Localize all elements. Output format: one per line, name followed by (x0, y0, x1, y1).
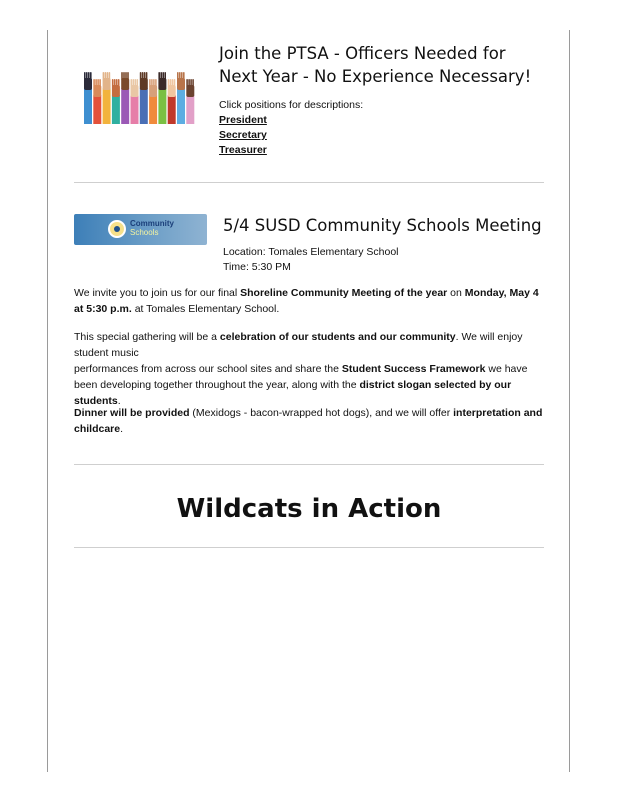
banner-label-bottom: Schools (130, 228, 159, 237)
position-link-treasurer[interactable]: Treasurer (219, 144, 267, 156)
sleeve (158, 88, 166, 124)
banner-label-top: Community (130, 219, 174, 228)
finger (116, 79, 118, 87)
finger (137, 79, 139, 87)
finger (174, 79, 176, 87)
finger (149, 79, 151, 87)
finger (133, 79, 135, 87)
finger (121, 72, 123, 80)
finger (168, 79, 170, 87)
finger (142, 72, 144, 80)
meeting-location: Location: Tomales Elementary School (223, 246, 399, 258)
sleeve (131, 95, 139, 124)
finger (112, 79, 114, 87)
finger (123, 72, 125, 80)
page-border-left (47, 30, 48, 772)
finger (188, 79, 190, 87)
raised-hands-illustration (80, 66, 197, 124)
finger (93, 79, 95, 87)
finger (155, 79, 157, 87)
ptsa-section (219, 42, 539, 158)
finger (158, 72, 160, 80)
community-schools-logo-icon (108, 220, 126, 238)
sleeve (93, 95, 101, 124)
finger (170, 79, 172, 87)
divider (74, 182, 544, 183)
meeting-paragraph-celebration-1: This special gathering will be a celebration of our students and our community. We will enjoy student music (74, 331, 523, 359)
meeting-paragraph-invite: We invite you to join us for our final Shoreline Community Meeting of the year on Monday, May 4 at 5:30 p.m. at Tomales Elementary School. (74, 287, 539, 315)
sleeve (84, 88, 92, 124)
finger (131, 79, 133, 87)
page-border-right (569, 30, 570, 772)
finger (164, 72, 166, 80)
sleeve (186, 95, 194, 124)
meeting-title: 5/4 SUSD Community Schools Meeting (223, 216, 542, 235)
finger (127, 72, 129, 80)
sleeve (177, 88, 185, 124)
meeting-header (223, 214, 543, 275)
finger (160, 72, 162, 80)
sleeve (140, 88, 148, 124)
finger (135, 79, 137, 87)
finger (97, 79, 99, 87)
position-link-secretary[interactable]: Secretary (219, 129, 267, 141)
sleeve (112, 95, 120, 124)
banner-label (130, 219, 174, 237)
finger (162, 72, 164, 80)
finger (114, 79, 116, 87)
finger (88, 72, 90, 80)
finger (107, 72, 109, 80)
finger (192, 79, 194, 87)
meeting-paragraph-dinner: Dinner will be provided (Mexidogs - bacon-wrapped hot dogs), and we will offer interpretation and childcare. (74, 407, 543, 435)
community-schools-banner (74, 214, 207, 245)
finger (118, 79, 120, 87)
finger (190, 79, 192, 87)
finger (179, 72, 181, 80)
divider (74, 464, 544, 465)
meeting-time: Time: 5:30 PM (223, 261, 291, 273)
finger (172, 79, 174, 87)
finger (84, 72, 86, 80)
sleeve (121, 88, 129, 124)
wildcats-title: Wildcats in Action (176, 494, 442, 524)
finger (103, 72, 105, 80)
finger (86, 72, 88, 80)
position-link-president[interactable]: President (219, 114, 267, 126)
finger (183, 72, 185, 80)
finger (99, 79, 101, 87)
finger (125, 72, 127, 80)
finger (140, 72, 142, 80)
finger (90, 72, 92, 80)
ptsa-title: Join the PTSA - Officers Needed for Next Year - No Experience Necessary! (219, 44, 532, 86)
finger (186, 79, 188, 87)
finger (144, 72, 146, 80)
finger (153, 79, 155, 87)
finger (105, 72, 107, 80)
finger (95, 79, 97, 87)
ptsa-instructions: Click positions for descriptions: (219, 99, 364, 111)
finger (151, 79, 153, 87)
finger (181, 72, 183, 80)
sleeve (103, 88, 111, 124)
finger (146, 72, 148, 80)
finger (177, 72, 179, 80)
sleeve (168, 95, 176, 124)
meeting-paragraph-celebration-2: performances from across our school sites and share the Student Success Framework we have been developing together throughout the year, along with the district slogan selected by our students. (74, 363, 528, 407)
finger (109, 72, 111, 80)
divider (74, 547, 544, 548)
sleeve (149, 95, 157, 124)
